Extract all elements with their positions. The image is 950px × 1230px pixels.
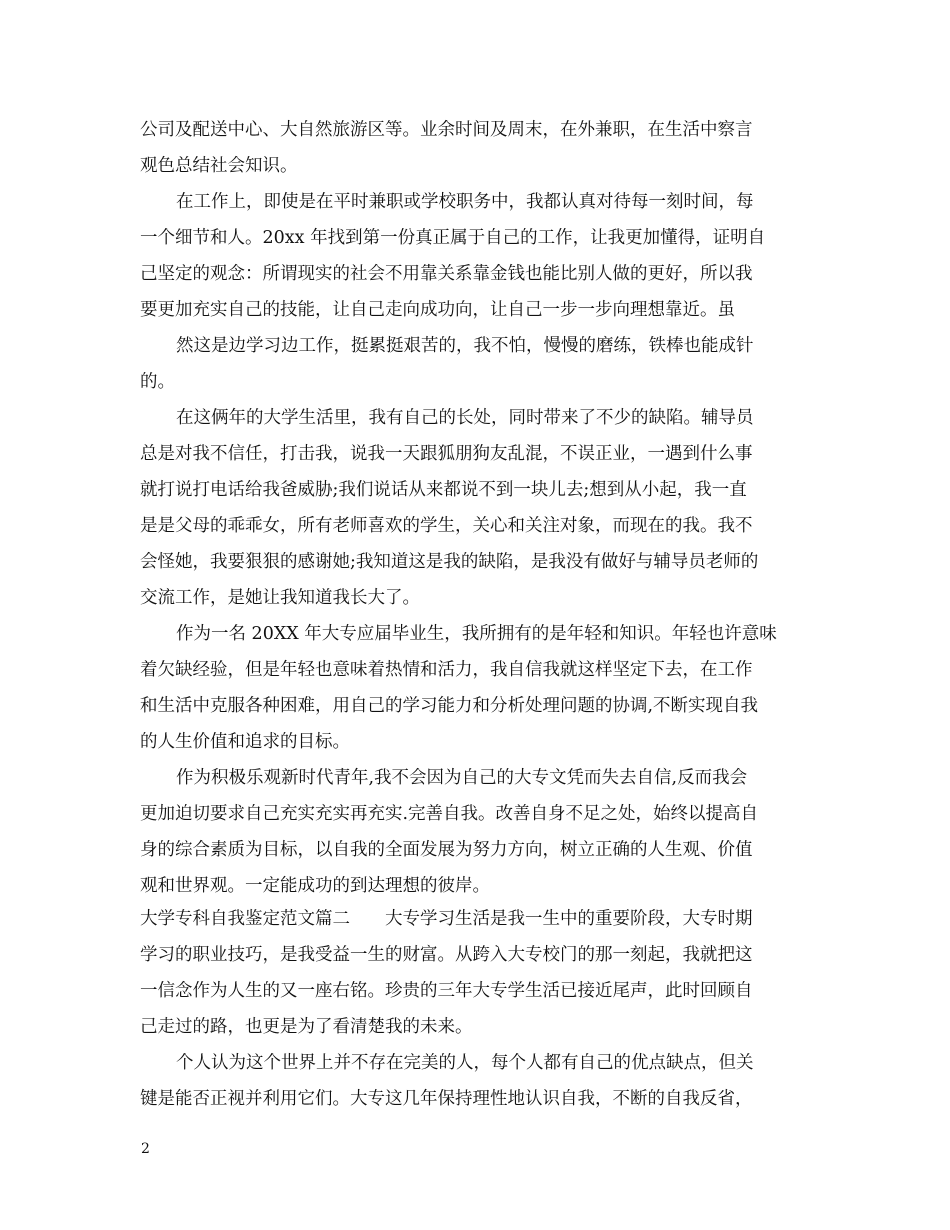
text-line: 是是父母的乖乖女，所有老师喜欢的学生，关心和关注对象，而现在的我。我不 xyxy=(140,516,753,536)
paragraph-start-line: 然这是边学习边工作，挺累挺艰苦的，我不怕，慢慢的磨练，铁棒也能成针 xyxy=(176,336,754,356)
text-line: 学习的职业技巧，是我受益一生的财富。从跨入大专校门的那一刻起，我就把这 xyxy=(140,945,753,965)
paragraph-start-line: 在这俩年的大学生活里，我有自己的长处，同时带来了不少的缺陷。辅导员 xyxy=(176,408,754,428)
text-line: 总是对我不信任，打击我，说我一天跟狐朋狗友乱混，不误正业，一遇到什么事 xyxy=(140,444,753,464)
paragraph-start-line: 作为积极乐观新时代青年,我不会因为自己的大专文凭而失去自信,反而我会 xyxy=(176,768,748,788)
text-line: 就打说打电话给我爸威胁;我们说话从来都说不到一块儿去;想到从小起，我一直 xyxy=(140,480,747,500)
text-line: 要更加充实自己的技能，让自己走向成功向，让自己一步一步向理想靠近。虽 xyxy=(140,300,735,320)
text-line: 键是能否正视并利用它们。大专这几年保持理性地认识自我，不断的自我反省， xyxy=(140,1089,753,1109)
text-line: 和生活中克服各种困难，用自己的学习能力和分析处理问题的协调,不断实现自我 xyxy=(140,696,759,716)
text-line: 一信念作为人生的又一座右铭。珍贵的三年大专学生活已接近尾声，此时回顾自 xyxy=(140,981,753,1001)
text-line: 更加迫切要求自己充实充实再充实.完善自我。改善自身不足之处，始终以提高自 xyxy=(140,804,759,824)
text-line: 己走过的路，也更是为了看清楚我的未来。 xyxy=(140,1017,473,1037)
text-line: 的。 xyxy=(140,372,175,392)
section-heading-line: 大学专科自我鉴定范文篇二 大专学习生活是我一生中的重要阶段，大专时期 xyxy=(140,909,753,929)
text-line: 己坚定的观念：所谓现实的社会不用靠关系靠金钱也能比别人做的更好，所以我 xyxy=(140,264,753,284)
paragraph-start-line: 作为一名 20XX 年大专应届毕业生，我所拥有的是年轻和知识。年轻也许意味 xyxy=(176,624,777,644)
text-line: 交流工作，是她让我知道我长大了。 xyxy=(140,588,420,608)
text-line: 一个细节和人。20xx 年找到第一份真正属于自己的工作，让我更加懂得，证明自 xyxy=(140,228,766,248)
paragraph-start-line: 在工作上，即使是在平时兼职或学校职务中，我都认真对待每一刻时间，每 xyxy=(176,192,754,212)
text-line: 公司及配送中心、大自然旅游区等。业余时间及周末，在外兼职，在生活中察言 xyxy=(140,120,753,140)
text-line: 的人生价值和追求的目标。 xyxy=(140,732,350,752)
text-line: 观和世界观。一定能成功的到达理想的彼岸。 xyxy=(140,876,490,896)
text-line: 观色总结社会知识。 xyxy=(140,156,298,176)
text-line: 会怪她，我要狠狠的感谢她;我知道这是我的缺陷，是我没有做好与辅导员老师的 xyxy=(140,552,759,572)
paragraph-start-line: 个人认为这个世界上并不存在完美的人，每个人都有自己的优点缺点，但关 xyxy=(176,1053,754,1073)
text-line: 身的综合素质为目标，以自我的全面发展为努力方向，树立正确的人生观、价值 xyxy=(140,840,753,860)
page-number: 2 xyxy=(141,1141,150,1157)
text-line: 着欠缺经验，但是年轻也意味着热情和活力，我自信我就这样坚定下去，在工作 xyxy=(140,660,753,680)
